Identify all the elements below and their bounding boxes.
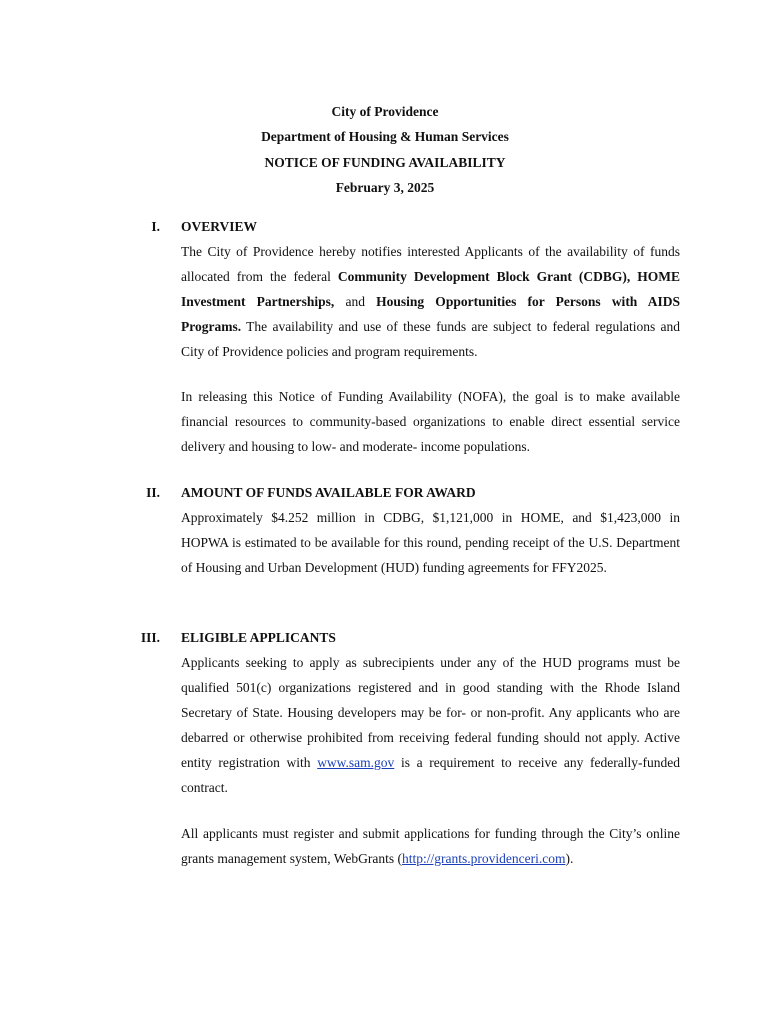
section-1-paragraph-1 bbox=[181, 239, 680, 364]
section-3-title: ELIGIBLE APPLICANTS bbox=[181, 630, 336, 645]
notice-date: February 3, 2025 bbox=[335, 179, 435, 195]
section-1-paragraph-2: In releasing this Notice of Funding Availability (NOFA), the goal is to make available financial resources to community-based organizations to enable direct essential service delivery and housing to low- and moderate- income populations. bbox=[181, 389, 680, 455]
section-2-paragraph-1: Approximately $4.252 million in CDBG, $1,121,000 in HOME, and $1,423,000 in HOPWA is estimated to be available for this round, pending receipt of the U.S. Department of Housing and Urban Development (HUD) funding agreements for FFY2025. bbox=[181, 510, 680, 576]
section-3-number: III. bbox=[140, 630, 160, 645]
hopwa-program-name: Housing Opportunities for Persons with AIDS Programs. bbox=[181, 294, 680, 335]
notice-title: NOTICE OF FUNDING AVAILABILITY bbox=[264, 154, 506, 170]
sam-gov-link[interactable]: www.sam.gov bbox=[317, 755, 395, 771]
cdbg-program-name: Community Development Block Grant (CDBG), bbox=[337, 269, 631, 285]
section-1-title: OVERVIEW bbox=[181, 219, 258, 234]
text-run: Applicants seeking to apply as subrecipients under any of the HUD programs must be qualified 501(c) organizations registered and in good standing with the Rhode Island Secretary of State. Housing developers may be for- or non-profit. Any applicants who are debarred or otherwise prohibited from receiving federal funding should not apply. Active entity registration with bbox=[181, 655, 680, 771]
home-program-name: HOME Investment Partnerships, bbox=[181, 269, 680, 310]
webgrants-link[interactable]: http://grants.providenceri.com bbox=[401, 851, 566, 867]
department-name: Department of Housing & Human Services bbox=[261, 129, 509, 145]
section-2-number: II. bbox=[146, 485, 160, 500]
section-3-paragraph-2 bbox=[181, 821, 680, 871]
section-2-title: AMOUNT OF FUNDS AVAILABLE FOR AWARD bbox=[181, 485, 476, 500]
section-1-number: I. bbox=[151, 219, 160, 234]
text-run: All applicants must register and submit applications for funding through the City’s online grants management system, WebGrants ( bbox=[181, 826, 680, 867]
text-run: and bbox=[334, 294, 377, 310]
document-header bbox=[0, 99, 770, 200]
city-name: City of Providence bbox=[331, 104, 439, 119]
text-run: is a requirement to receive any federally-funded contract. bbox=[181, 755, 680, 796]
text-run: ). bbox=[565, 851, 574, 867]
text-run: The availability and use of these funds are subject to federal regulations and City of Providence policies and program requirements. bbox=[181, 319, 680, 360]
text-run: The City of Providence hereby notifies interested Applicants of the availability of funds allocated from the federal bbox=[181, 244, 680, 285]
section-3-paragraph-1 bbox=[181, 650, 680, 801]
